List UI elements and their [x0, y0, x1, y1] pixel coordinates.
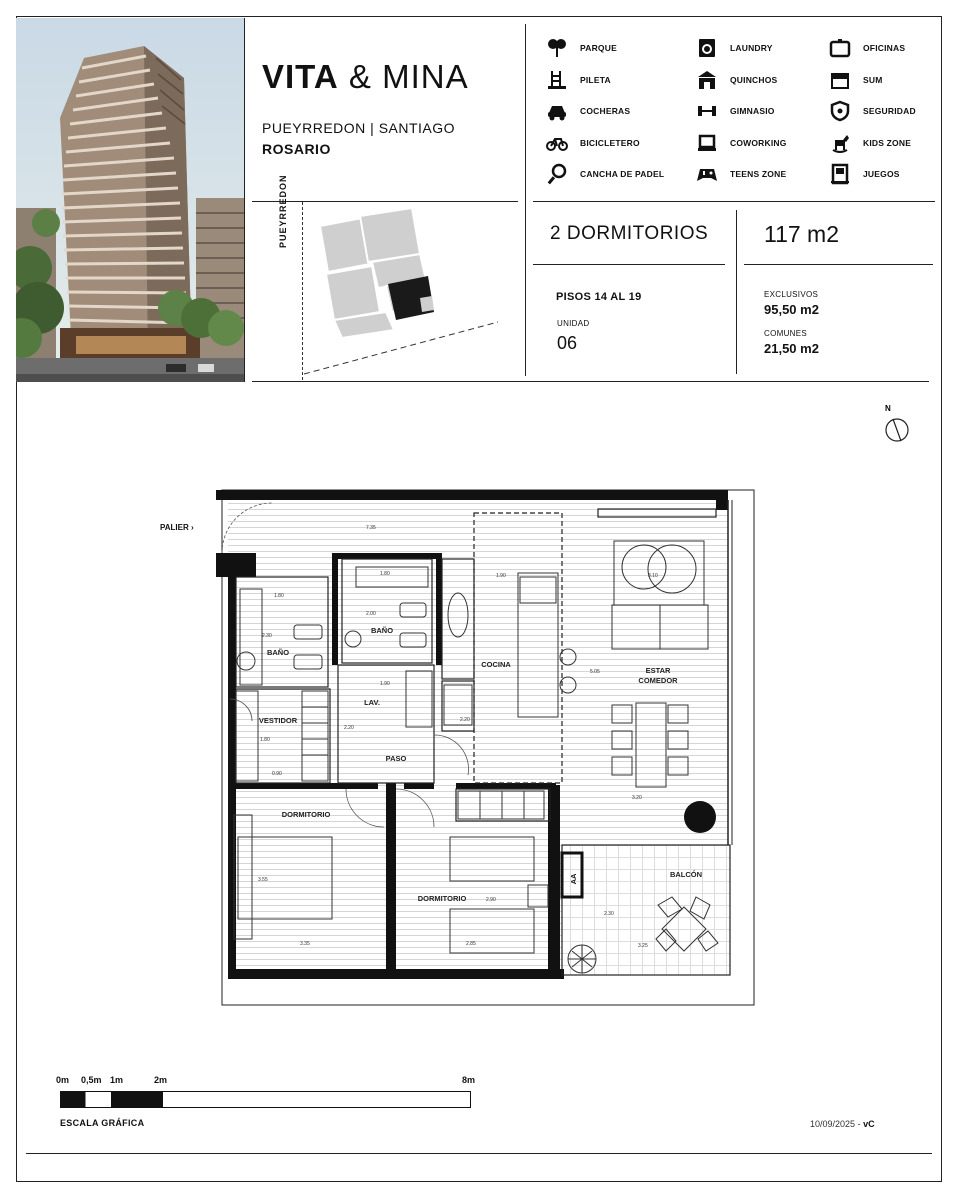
scale-label: 0,5m [81, 1075, 102, 1085]
dim-6: 2.00 [366, 611, 376, 617]
amenity-label: SEGURIDAD [863, 106, 916, 116]
amenity-label: BICICLETERO [580, 137, 640, 148]
car-icon [546, 100, 568, 122]
project-name-bold: VITA [262, 58, 339, 95]
dim-16: 3.35 [300, 941, 310, 947]
dim-11: 0.90 [272, 771, 282, 777]
tree-icon [546, 37, 568, 59]
amenity-label: CANCHA DE PADEL [580, 169, 665, 179]
room-paso: PASO [385, 754, 407, 763]
amenity-label: QUINCHOS [730, 74, 778, 85]
laptop-icon [696, 132, 718, 154]
amenity-seguridad [829, 99, 916, 123]
amenity-label: PILETA [580, 74, 611, 85]
amenity-label: COWORKING [730, 137, 787, 148]
site-plan [302, 202, 522, 380]
dim-4: 1.80 [380, 571, 390, 577]
amenity-bicicletero [546, 131, 640, 155]
palier-text: PALIER [160, 523, 189, 532]
room-aa: AA [569, 873, 578, 885]
amenity-label: SUM [863, 74, 883, 85]
room-bano-2: BAÑO [370, 626, 394, 635]
unit-number-label: UNIDAD [557, 319, 590, 328]
graphic-scale-bar [60, 1091, 472, 1111]
amenity-gimnasio [696, 99, 775, 123]
amenity-quinchos [696, 68, 777, 92]
amenity-label: LAUNDRY [730, 43, 773, 53]
room-lavadero: LAV. [364, 698, 380, 707]
scale-label: 2m [154, 1075, 168, 1085]
room-estar: ESTAR [645, 666, 671, 675]
room-balcon: BALCÓN [669, 870, 703, 879]
store-icon [829, 69, 851, 91]
amenity-label: JUEGOS [863, 169, 900, 179]
common-area-label: COMUNES [764, 329, 807, 338]
arcade-icon [829, 163, 851, 185]
dim-19: 2.30 [604, 911, 614, 917]
amenity-sum [829, 68, 883, 92]
amenity-label: PARQUE [580, 43, 617, 53]
unit-area: 117 m2 [764, 221, 840, 247]
compass-north-label: N [885, 404, 891, 413]
amenity-cocheras [546, 99, 630, 123]
project-city: ROSARIO [262, 141, 331, 157]
dim-3: 2.30 [262, 633, 272, 639]
amenity-oficinas [829, 36, 905, 60]
dim-14: 3.20 [632, 795, 642, 801]
amenity-pileta [546, 68, 611, 92]
scale-caption: ESCALA GRÁFICA [60, 1118, 145, 1128]
dim-18: 2.85 [466, 941, 476, 947]
north-compass-icon [878, 400, 916, 446]
dim-9: 2.20 [460, 717, 470, 723]
common-area-value: 21,50 m2 [764, 341, 819, 356]
dim-8: 1.90 [380, 681, 390, 687]
dumbbell-icon [696, 100, 718, 122]
room-dormitorio-1: DORMITORIO [281, 810, 331, 819]
project-title [262, 58, 469, 96]
dim-17: 2.90 [486, 897, 496, 903]
author-initials: vC [863, 1119, 875, 1129]
dim-7: 2.20 [344, 725, 354, 731]
office-icon [829, 37, 851, 59]
rocking-horse-icon [829, 132, 851, 154]
date-text: 10/09/2025 - [810, 1119, 861, 1129]
unit-floors: PISOS 14 AL 19 [556, 291, 642, 303]
room-cocina: COCINA [481, 660, 511, 669]
project-address: PUEYRREDON | SANTIAGO [262, 120, 456, 136]
unit-type: 2 DORMITORIOS [550, 223, 709, 244]
amenity-label: OFICINAS [863, 43, 906, 53]
dim-12: 3.10 [648, 573, 658, 579]
amenity-label: KIDS ZONE [863, 137, 912, 148]
bicycle-icon [546, 132, 568, 154]
dim-5: 1.90 [496, 573, 506, 579]
amenity-coworking [696, 131, 787, 155]
dim-2: 1.80 [274, 593, 284, 599]
palier-label: PALIER › [160, 523, 194, 532]
shield-icon [829, 100, 851, 122]
pool-ladder-icon [546, 69, 568, 91]
dim-10: 1.80 [260, 737, 270, 743]
dim-15: 3.55 [258, 877, 268, 883]
dim-20: 3.25 [638, 943, 648, 949]
site-plan-street-label: PUEYRREDON [278, 174, 288, 248]
unit-number: 06 [557, 333, 578, 353]
amenity-teens-zone [696, 162, 786, 186]
room-bano-1: BAÑO [266, 648, 290, 657]
floor-plan [210, 485, 760, 1010]
grill-house-icon [696, 69, 718, 91]
scale-label: 0m [56, 1075, 70, 1085]
amenity-kids-zone [829, 131, 911, 155]
scale-label: 8m [462, 1075, 476, 1085]
document-date [810, 1119, 875, 1129]
exclusive-area-label: EXCLUSIVOS [764, 290, 819, 299]
gamepad-icon [696, 163, 718, 185]
room-comedor: COMEDOR [638, 676, 678, 685]
amenity-label: COCHERAS [580, 106, 631, 116]
room-dormitorio-2: DORMITORIO [417, 894, 467, 903]
building-render [16, 18, 244, 382]
project-name-rest: & MINA [348, 58, 469, 95]
exclusive-area-value: 95,50 m2 [764, 302, 819, 317]
room-vestidor: VESTIDOR [258, 716, 298, 725]
dim-13: 5.05 [590, 669, 600, 675]
amenity-parque [546, 36, 617, 60]
scale-label: 1m [110, 1075, 124, 1085]
dim-1: 7.35 [366, 525, 376, 531]
amenity-cancha-de-padel [546, 162, 664, 186]
washer-icon [696, 37, 718, 59]
paddle-icon [546, 163, 568, 185]
amenity-label: TEENS ZONE [730, 169, 787, 179]
amenity-laundry [696, 36, 773, 60]
amenity-juegos [829, 162, 900, 186]
amenity-label: GIMNASIO [730, 106, 775, 116]
